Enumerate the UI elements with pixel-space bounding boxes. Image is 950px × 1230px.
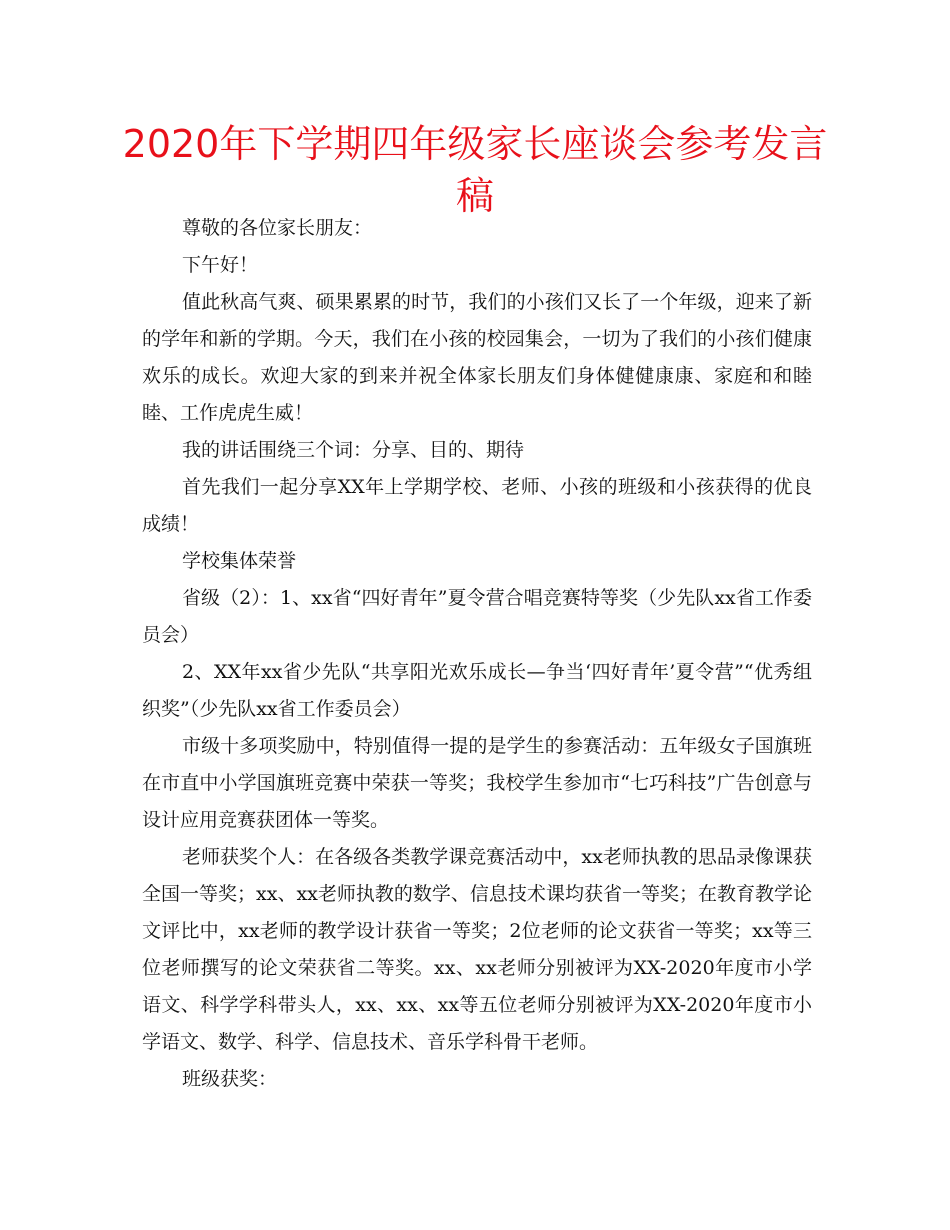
city-awards-paragraph: 市级十多项奖励中，特别值得一提的是学生的参赛活动：五年级女子国旗班在市直中小学国旗班竞赛中荣获一等奖；我校学生参加市“七巧科技”广告创意与设计应用竞赛获团体一等奖。 bbox=[142, 735, 812, 831]
speech-themes-paragraph: 我的讲话围绕三个词：分享、目的、期待 bbox=[182, 439, 525, 461]
welcome-paragraph: 值此秋高气爽、硕果累累的时节，我们的小孩们又长了一个年级，迎来了新的学年和新的学期。今天，我们在小孩的校园集会，一切为了我们的小孩们健康欢乐的成长。欢迎大家的到来并祝全体家长朋友们身体健健康康、家庭和和睦睦、工作虎虎生威！ bbox=[142, 291, 812, 424]
provincial-award-2-paragraph: 2、XX年xx省少先队“共享阳光欢乐成长—争当‘四好青年’夏令营”“优秀组织奖”（少先队xx省工作委员会） bbox=[142, 661, 812, 720]
document-body bbox=[142, 210, 812, 1098]
school-honors-heading: 学校集体荣誉 bbox=[182, 550, 297, 572]
teacher-awards-paragraph: 老师获奖个人：在各级各类教学课竞赛活动中，xx老师执教的思品录像课获全国一等奖；xx、xx老师执教的数学、信息技术课均获省一等奖；在教育教学论文评比中，xx老师的教学设计获省一等奖；2位老师的论文获省一等奖；xx等三位老师撰写的论文荣获省二等奖。xx、xx老师分别被评为XX-2020年度市小学语文、科学学科带头人，xx、xx、xx等五位老师分别被评为XX-2020年度市小学语文、数学、科学、信息技术、音乐学科骨干老师。 bbox=[142, 846, 812, 1053]
greeting-paragraph: 尊敬的各位家长朋友： bbox=[182, 217, 373, 239]
good-afternoon-paragraph: 下午好！ bbox=[182, 254, 259, 276]
document-title: 2020年下学期四年级家长座谈会参考发言稿 bbox=[122, 122, 828, 218]
provincial-award-1-paragraph: 省级（2）：1、xx省“四好青年”夏令营合唱竞赛特等奖（少先队xx省工作委员会） bbox=[142, 587, 812, 646]
achievements-intro-paragraph: 首先我们一起分享XX年上学期学校、老师、小孩的班级和小孩获得的优良成绩！ bbox=[142, 476, 812, 535]
class-awards-heading: 班级获奖： bbox=[182, 1068, 278, 1090]
